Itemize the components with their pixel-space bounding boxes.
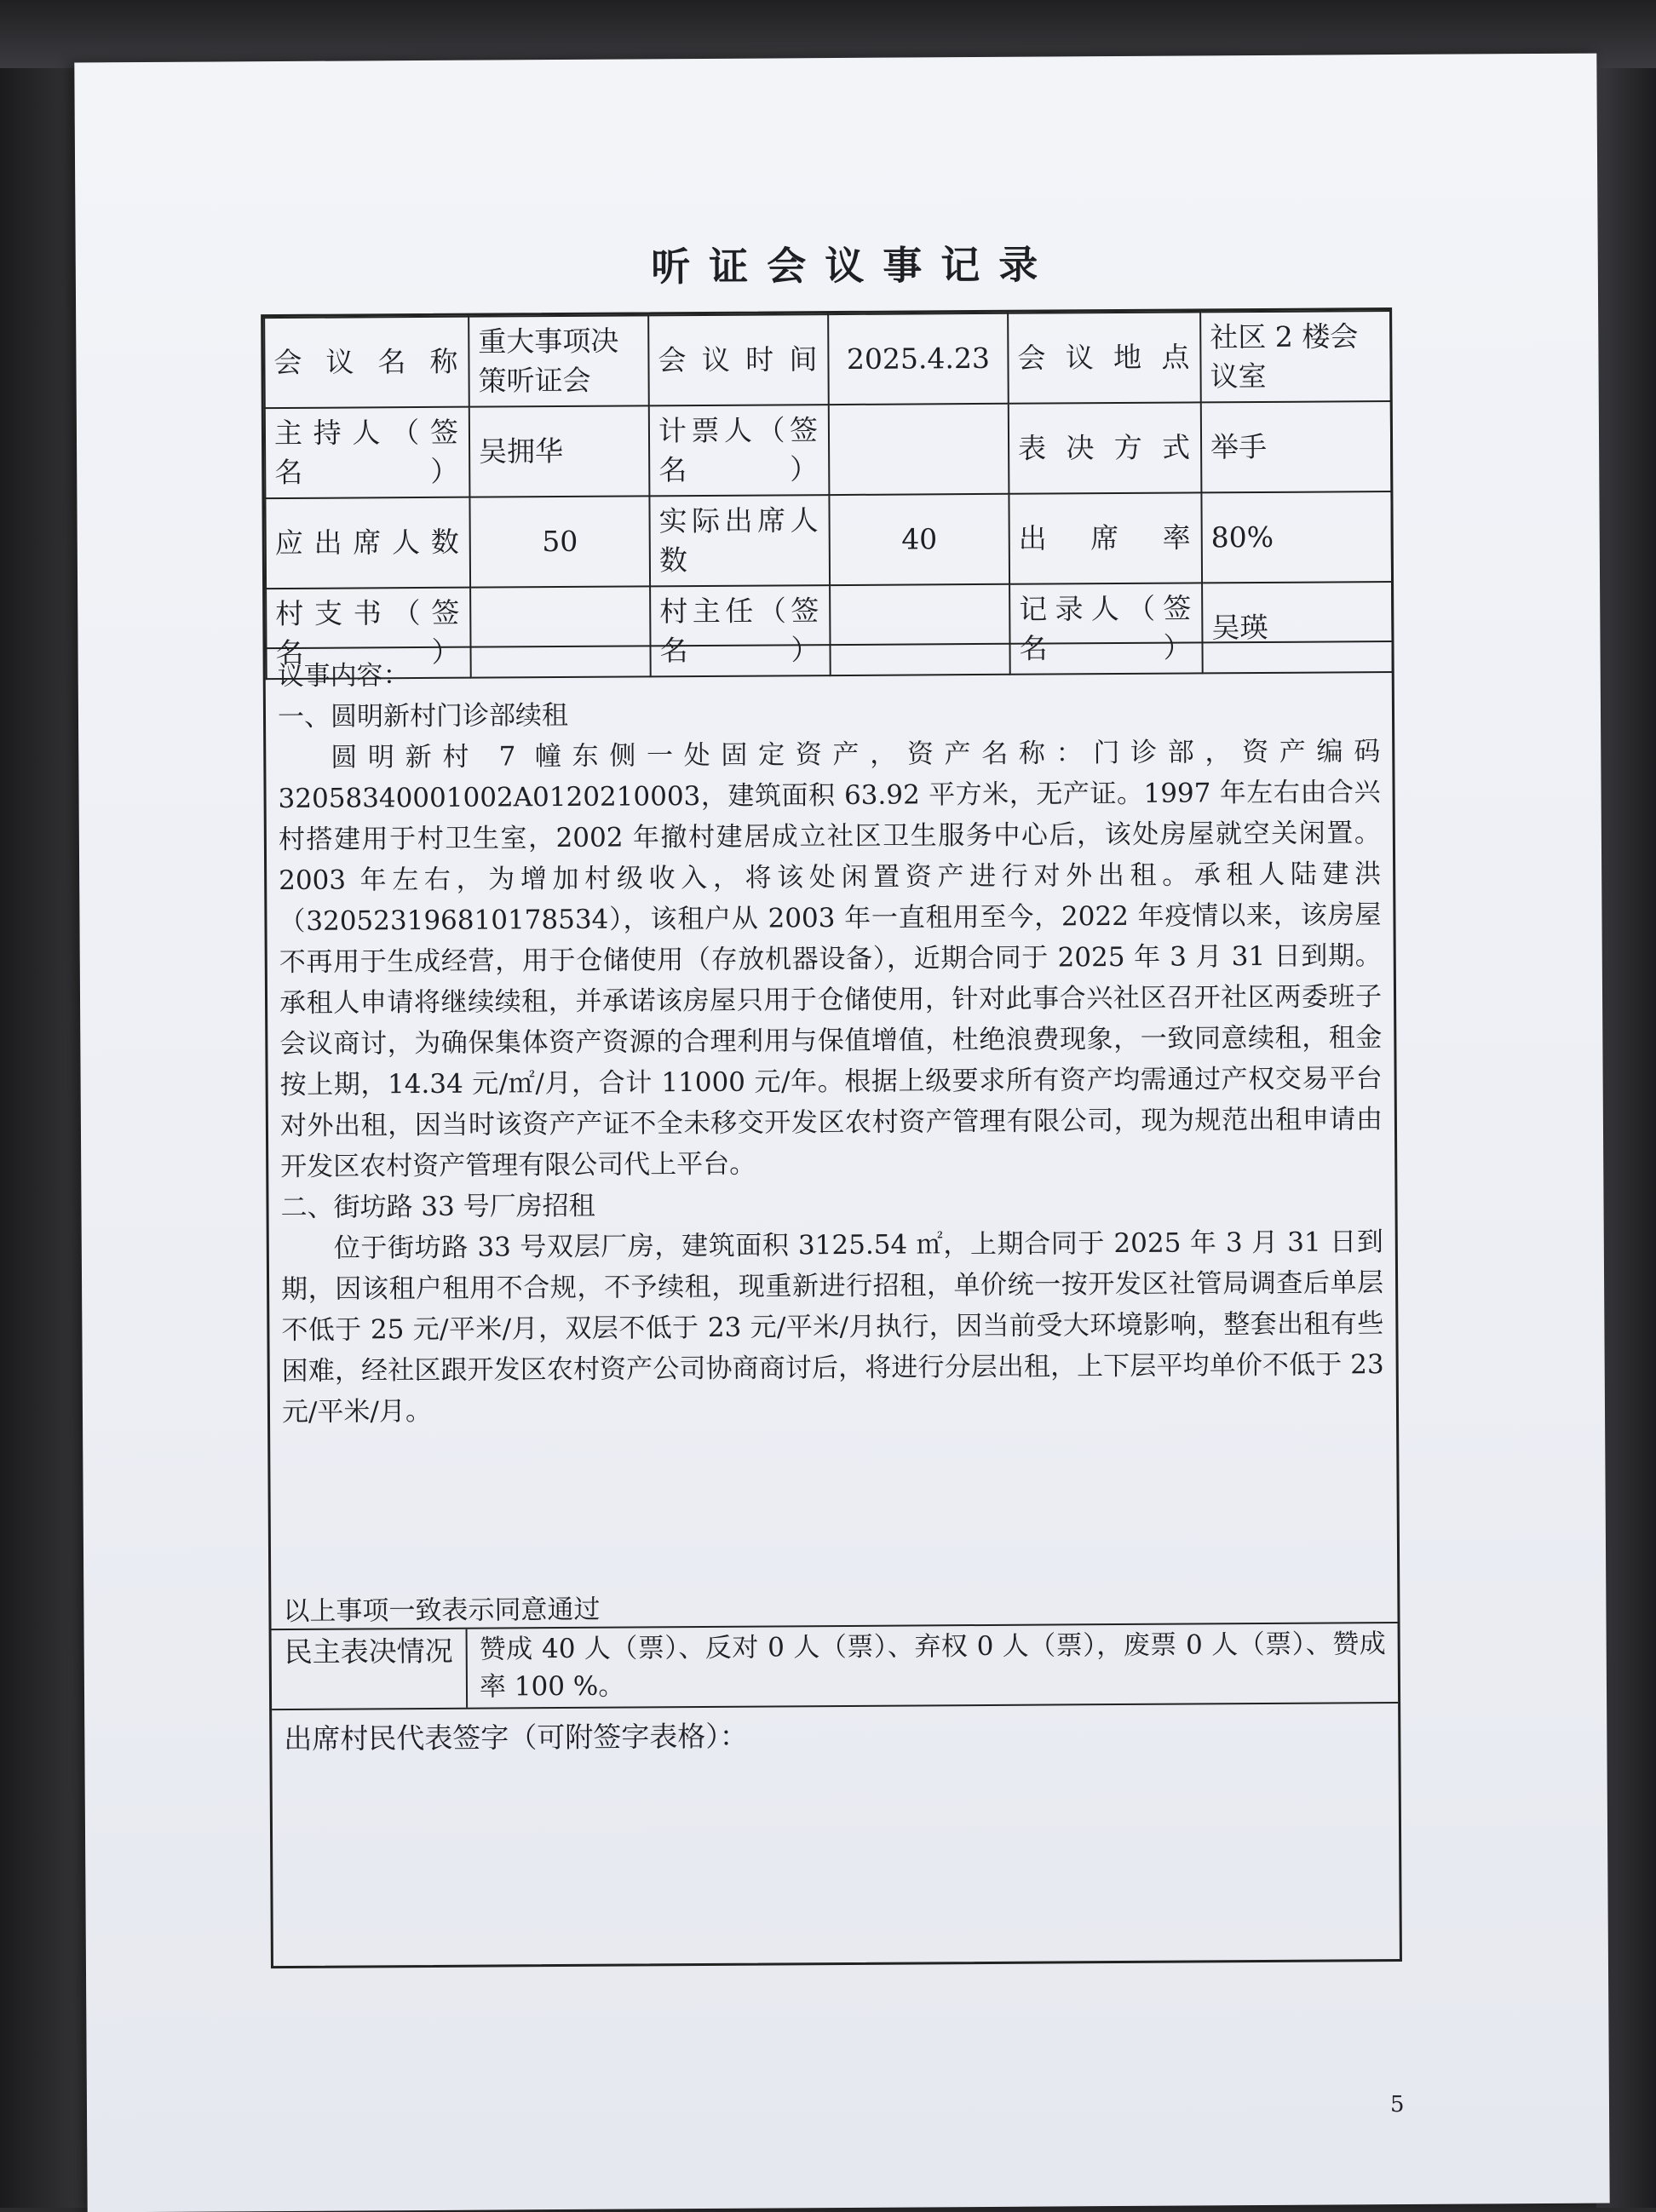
expected-attendance-label: 应出席人数 (265, 497, 470, 589)
item2-title: 二、街坊路 33 号厂房招租 (280, 1190, 595, 1224)
meeting-time-label: 会议时间 (648, 314, 829, 405)
recorder-value: 吴瑛 (1202, 582, 1393, 673)
agreement-note: 以上事项一致表示同意通过 (283, 1594, 601, 1628)
item2-body: 位于街坊路 33 号双层厂房，建筑面积 3125.54 ㎡，上期合同于 2025 年 3 月 31 日到期，因该租户租用不合规，不予续租，现重新进行招租，单价统一按开发区社管局调查后单层不低于 25 元/平米/月，双层不低于 23 元/平米/月执行，因当前受大环境影响，整套出租有些困难，经社区跟开发区农村资产公司协商商讨后，将进行分层出租，上下层平均单价不低于 23 元/平米/月。 (281, 1227, 1384, 1428)
voting-method-value: 举手 (1201, 401, 1392, 492)
recorder-label: 记录人（签名） (1009, 583, 1203, 674)
attendance-rate-label: 出席率 (1009, 492, 1202, 583)
item1-body: 圆明新村 7 幢东侧一处固定资产，资产名称：门诊部，资产编码 32058340001002A0120210003，建筑面积 63.92 平方米，无产证。1997 年左右由合兴村搭建用于村卫生室，2002 年撤村建居成立社区卫生服务中心后，该处房屋就空关闲置。2003 年左右，为增加村级收入，将该处闲置资产进行对外出租。承租人陆建洪（320523196810178534），该租户从 2003 年一直租用至今，2022 年疫情以来，该房屋不再用于生成经营，用于仓储使用（存放机器设备），近期合同于 2025 年 3 月 31 日到期。承租人申请将继续续租，并承诺该房屋只用于仓储使用，针对此事合兴社区召开社区两委班子会议商讨，为确保集体资产资源的合理利用与保值增值，杜绝浪费现象，一致同意续租，租金按上期，14.34 元/㎡/月，合计 11000 元/年。根据上级要求所有资产均需通过产权交易平台对外出租，因当时该资产产证不全未移交开发区农村资产管理有限公司，现为规范出租申请由开发区农村资产管理有限公司代上平台。 (278, 736, 1383, 1183)
meeting-place-value: 社区 2 楼会议室 (1200, 311, 1391, 402)
teller-value (829, 404, 1009, 495)
header-table (263, 310, 1394, 680)
host-label: 主持人（签名） (265, 407, 470, 498)
record-form (261, 307, 1402, 1968)
paper-sheet (74, 54, 1609, 2212)
content-heading: 议事内容： (277, 660, 410, 692)
host-value: 吴拥华 (469, 405, 650, 497)
party-secretary-label: 村支书（签名） (266, 588, 471, 679)
village-director-label: 村主任（签名） (650, 585, 831, 676)
actual-attendance-label: 实际出席人数 (649, 495, 830, 586)
header-row (264, 311, 1391, 408)
voting-method-label: 表决方式 (1009, 402, 1202, 493)
discussion-content (266, 641, 1398, 1591)
teller-label: 计票人（签名） (649, 405, 830, 496)
header-row (265, 491, 1392, 589)
vote-row (272, 1622, 1399, 1710)
header-row (265, 401, 1392, 498)
meeting-name-value: 重大事项决策听证会 (469, 315, 649, 406)
page-number: 5 (1389, 2091, 1405, 2118)
vote-label: 民主表决情况 (272, 1629, 469, 1709)
meeting-time-value: 2025.4.23 (828, 313, 1009, 405)
vote-result: 赞成 40 人（票）、反对 0 人（票）、弃权 0 人（票），废票 0 人（票）、赞成率 100 %。 (479, 1629, 1386, 1703)
meeting-place-label: 会议地点 (1008, 312, 1201, 403)
expected-attendance-value: 50 (469, 496, 650, 587)
attendance-rate-value: 80% (1201, 491, 1392, 583)
document-title: 听证会议事记录 (651, 241, 1057, 290)
signature-field-label: 出席村民代表签字（可附签字表格）： (284, 1719, 748, 1756)
meeting-name-label: 会议名称 (264, 317, 469, 408)
actual-attendance-value: 40 (829, 494, 1009, 585)
item1-title: 一、圆明新村门诊部续租 (277, 699, 569, 733)
